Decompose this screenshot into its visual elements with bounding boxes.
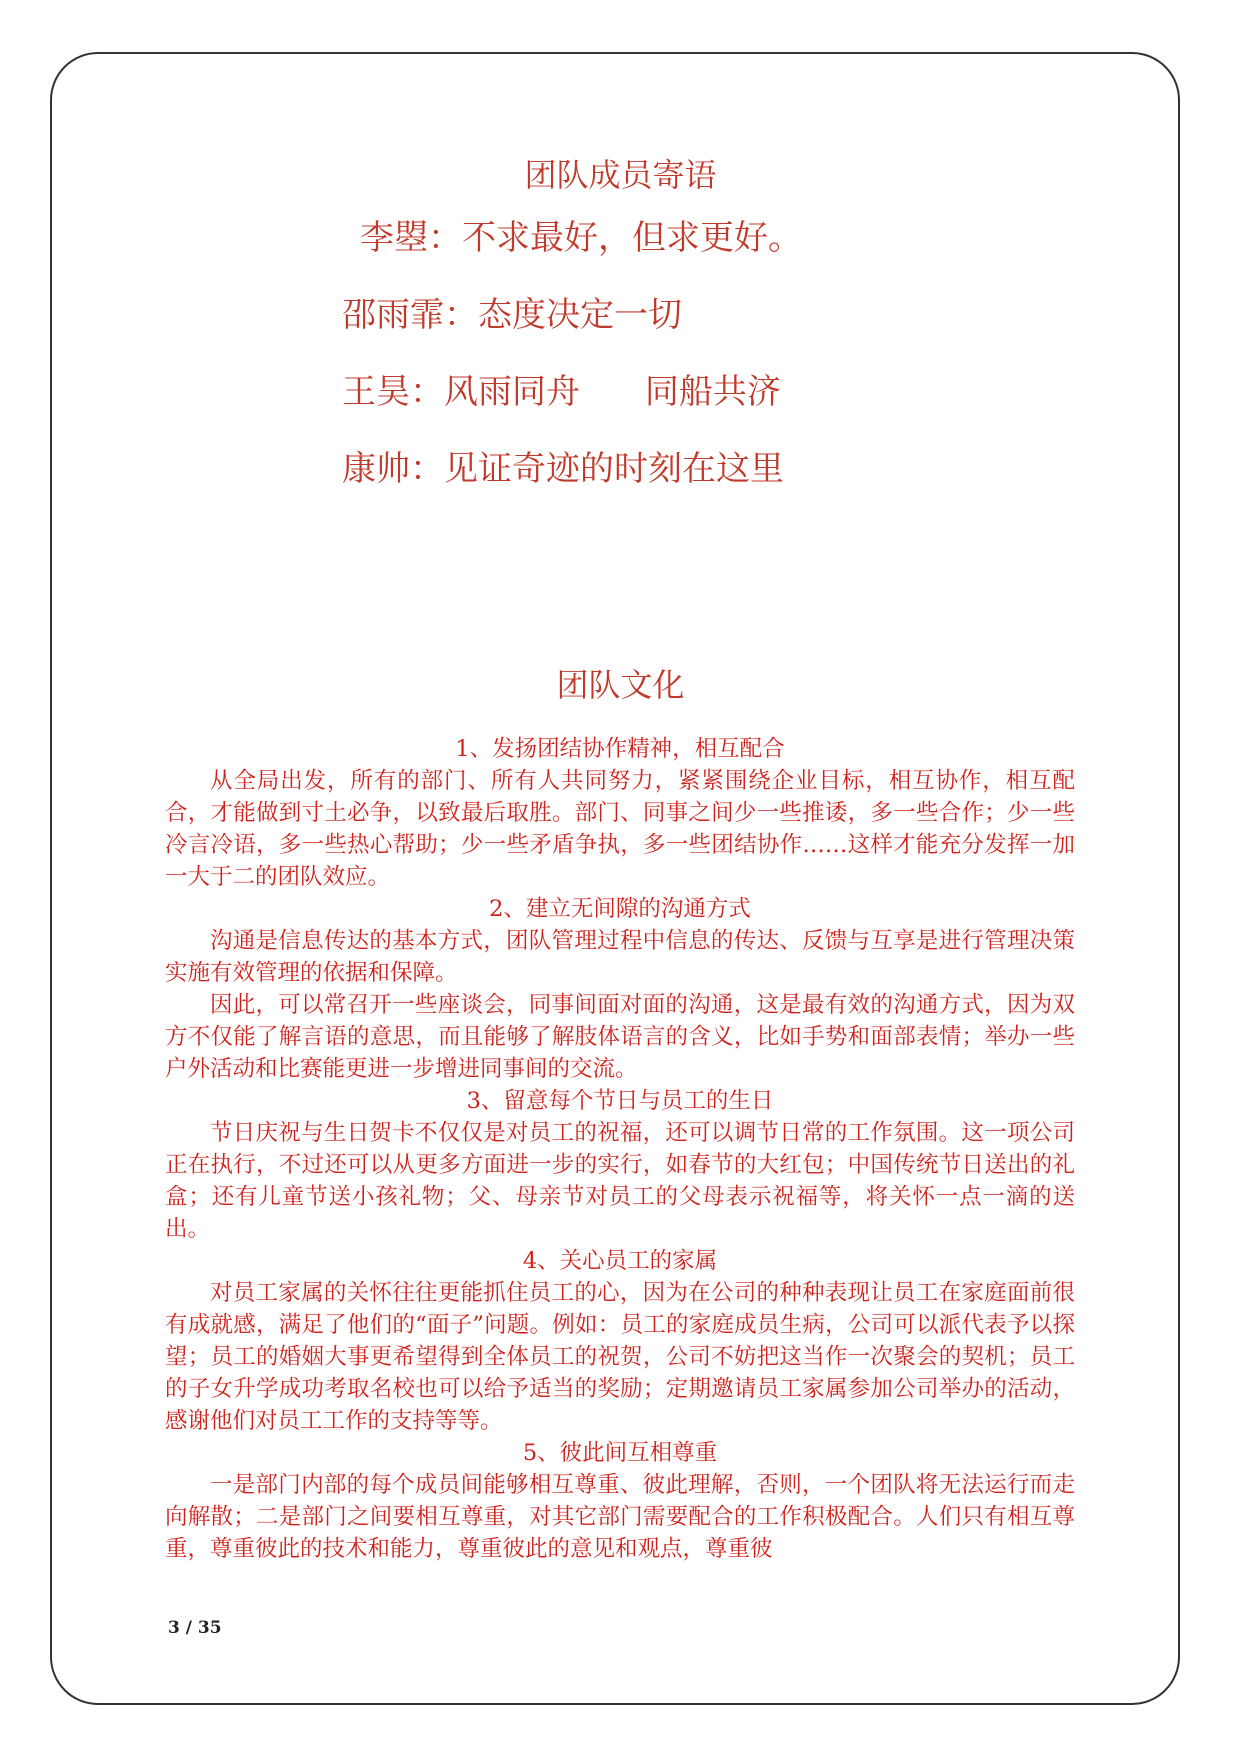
section-paragraph: 对员工家属的关怀往往更能抓住员工的心，因为在公司的种种表现让员工在家庭面前很有成就感，满足了他们的“面子”问题。例如：员工的家庭成员生病，公司可以派代表予以探望；员工的婚姻大事更希望得到全体员工的祝贺，公司不妨把这当作一次聚会的契机；员工的子女升学成功考取名校也可以给予适当的奖励；定期邀请员工家属参加公司举办的活动，感谢他们对员工工作的支持等等。: [165, 1280, 1075, 1434]
section-heading: 4、关心员工的家属: [522, 1248, 718, 1274]
section-paragraph: 沟通是信息传达的基本方式，团队管理过程中信息的传达、反馈与互享是进行管理决策实施有效管理的依据和保障。: [165, 928, 1075, 986]
section-paragraph: 节日庆祝与生日贺卡不仅仅是对员工的祝福，还可以调节日常的工作氛围。这一项公司正在执行，不过还可以从更多方面进一步的实行，如春节的大红包；中国传统节日送出的礼盒；还有儿童节送小孩礼物；父、母亲节对员工的父母表示祝福等，将关怀一点一滴的送出。: [165, 1120, 1075, 1242]
section-heading: 5、彼此间互相尊重: [522, 1440, 718, 1466]
motto-line-2: 邵雨霏：态度决定一切: [342, 295, 682, 335]
section-paragraph: 因此，可以常召开一些座谈会，同事间面对面的沟通，这是最有效的沟通方式，因为双方不仅能了解言语的意思，而且能够了解肢体语言的含义，比如手势和面部表情；举办一些户外活动和比赛能更进一步增进同事间的交流。: [165, 992, 1075, 1082]
page-title: 团队成员寄语: [524, 156, 717, 194]
section-paragraph: 一是部门内部的每个成员间能够相互尊重、彼此理解，否则，一个团队将无法运行而走向解散；二是部门之间要相互尊重，对其它部门需要配合的工作积极配合。人们只有相互尊重，尊重彼此的技术和能力，尊重彼此的意见和观点，尊重彼: [165, 1472, 1075, 1562]
culture-title: 团队文化: [556, 666, 685, 704]
page-number: 3 / 35: [168, 1618, 222, 1638]
motto-line-3: 王昊：风雨同舟 同船共济: [342, 372, 781, 412]
section-heading: 2、建立无间隙的沟通方式: [489, 896, 751, 922]
culture-content: [165, 733, 1075, 1565]
motto-line-1: 李曌：不求最好，但求更好。: [360, 218, 802, 258]
section-heading: 3、留意每个节日与员工的生日: [466, 1088, 774, 1114]
motto-line-4: 康帅：见证奇迹的时刻在这里: [342, 449, 784, 489]
section-heading: 1、发扬团结协作精神，相互配合: [455, 736, 785, 762]
section-paragraph: 从全局出发，所有的部门、所有人共同努力，紧紧围绕企业目标，相互协作，相互配合，才能做到寸土必争，以致最后取胜。部门、同事之间少一些推诿，多一些合作；少一些冷言冷语，多一些热心帮助；少一些矛盾争执，多一些团结协作……这样才能充分发挥一加一大于二的团队效应。: [165, 768, 1075, 890]
